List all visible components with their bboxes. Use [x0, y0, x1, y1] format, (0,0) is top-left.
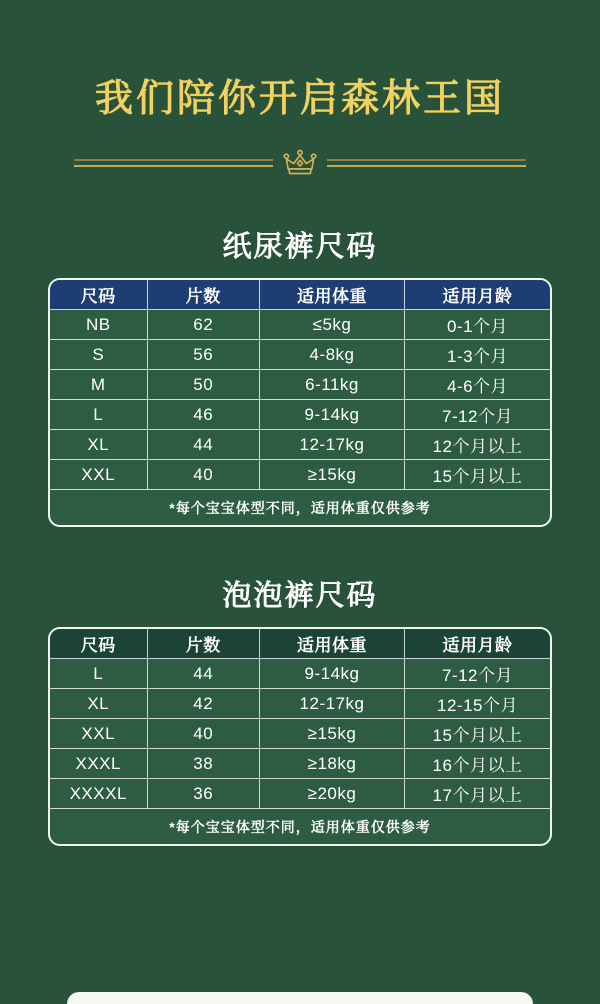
column-header: 尺码: [50, 280, 148, 310]
table-row: [50, 310, 550, 340]
column-header: 适用体重: [260, 280, 405, 310]
product-detail-page: [0, 76, 600, 997]
table-cell: ≥20kg: [260, 779, 405, 809]
table-cell: XXL: [50, 719, 148, 749]
table-row: [50, 370, 550, 400]
table-header-row: [50, 629, 550, 659]
table-header-row: [50, 280, 550, 310]
table-body: [50, 310, 550, 490]
table-cell: 46: [148, 400, 261, 430]
table-note: *每个宝宝体型不同，适用体重仅供参考: [169, 818, 431, 835]
section-title-pants: 泡泡裤尺码: [222, 580, 378, 612]
table-row: [50, 659, 550, 689]
table-cell: 0-1个月: [405, 310, 550, 340]
table-cell: 12-17kg: [260, 430, 405, 460]
table-cell: 4-6个月: [405, 370, 550, 400]
table-cell: XXXL: [50, 749, 148, 779]
table-cell: 9-14kg: [260, 400, 405, 430]
table-cell: 42: [148, 689, 261, 719]
pants-size-table: [48, 627, 552, 846]
table-cell: 17个月以上: [405, 779, 550, 809]
table-cell: 44: [148, 430, 261, 460]
table-cell: 40: [148, 719, 261, 749]
table-note: *每个宝宝体型不同，适用体重仅供参考: [169, 499, 431, 516]
table-cell: NB: [50, 310, 148, 340]
diaper-size-table: [48, 278, 552, 527]
table-cell: 12-15个月: [405, 689, 550, 719]
table-cell: M: [50, 370, 148, 400]
table-cell: 1-3个月: [405, 340, 550, 370]
divider-line-left: [74, 159, 273, 168]
column-header: 适用体重: [260, 629, 405, 659]
title-divider: [74, 148, 526, 178]
table-row: [50, 460, 550, 490]
table-cell: 16个月以上: [405, 749, 550, 779]
table-cell: ≥15kg: [260, 460, 405, 490]
table-row: [50, 400, 550, 430]
table-cell: XXXXL: [50, 779, 148, 809]
table-cell: 7-12个月: [405, 400, 550, 430]
table-cell: 44: [148, 659, 261, 689]
page-title: 我们陪你开启森林王国: [94, 78, 505, 120]
table-cell: 50: [148, 370, 261, 400]
column-header: 适用月龄: [405, 629, 550, 659]
table-cell: XL: [50, 689, 148, 719]
column-header: 尺码: [50, 629, 148, 659]
table-cell: 6-11kg: [260, 370, 405, 400]
column-header: 片数: [148, 629, 261, 659]
table-row: [50, 689, 550, 719]
section-title-diapers: 纸尿裤尺码: [222, 231, 378, 263]
table-cell: L: [50, 400, 148, 430]
table-body: [50, 659, 550, 809]
table-row: [50, 719, 550, 749]
table-cell: ≥18kg: [260, 749, 405, 779]
table-cell: 38: [148, 749, 261, 779]
table-cell: XL: [50, 430, 148, 460]
table-row: [50, 430, 550, 460]
next-section-card-top: [67, 992, 533, 1004]
table-cell: 56: [148, 340, 261, 370]
table-cell: XXL: [50, 460, 148, 490]
column-header: 片数: [148, 280, 261, 310]
crown-icon: [280, 148, 320, 179]
table-cell: 15个月以上: [405, 460, 550, 490]
table-cell: 9-14kg: [260, 659, 405, 689]
table-cell: ≤5kg: [260, 310, 405, 340]
table-cell: 12个月以上: [405, 430, 550, 460]
column-header: 适用月龄: [405, 280, 550, 310]
table-row: [50, 340, 550, 370]
table-cell: 15个月以上: [405, 719, 550, 749]
table-cell: 40: [148, 460, 261, 490]
divider-line-right: [327, 159, 526, 168]
table-cell: 62: [148, 310, 261, 340]
table-cell: 7-12个月: [405, 659, 550, 689]
table-row: [50, 749, 550, 779]
table-row: [50, 779, 550, 809]
table-cell: 12-17kg: [260, 689, 405, 719]
table-cell: 36: [148, 779, 261, 809]
table-cell: L: [50, 659, 148, 689]
table-cell: S: [50, 340, 148, 370]
table-cell: 4-8kg: [260, 340, 405, 370]
table-cell: ≥15kg: [260, 719, 405, 749]
